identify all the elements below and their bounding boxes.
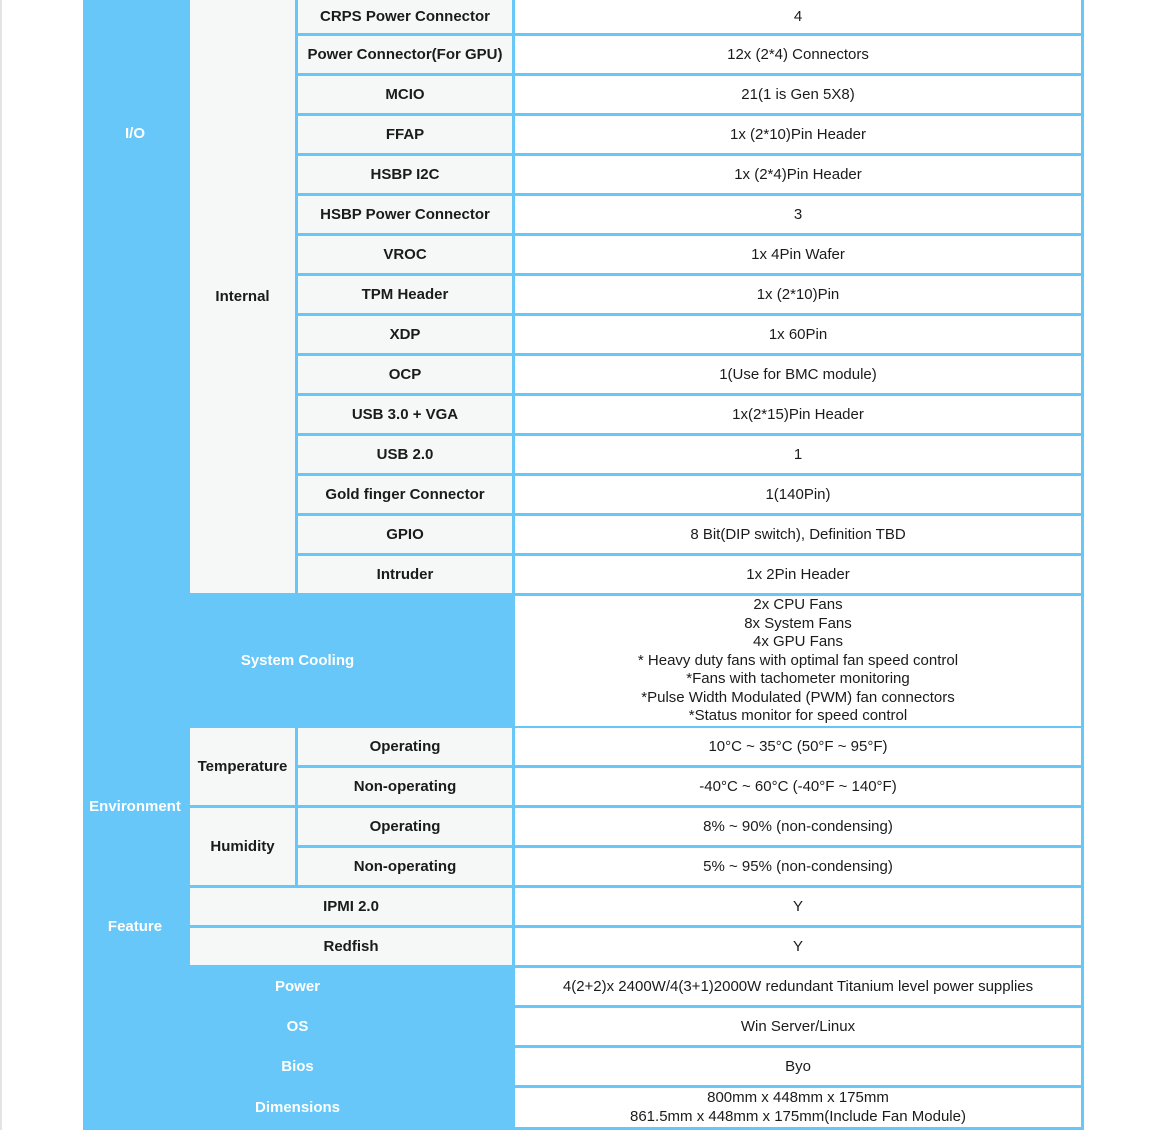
spec-row-label: GPIO: [298, 516, 512, 553]
spec-row-value: 1x (2*10)Pin Header: [515, 116, 1081, 153]
category-bios: Bios: [83, 1048, 512, 1085]
spec-row-value: 4: [515, 0, 1081, 33]
power-value: 4(2+2)x 2400W/4(3+1)2000W redundant Titanium level power supplies: [515, 968, 1081, 1005]
spec-row-label: IPMI 2.0: [190, 888, 512, 925]
spec-row-value: 1x (2*4)Pin Header: [515, 156, 1081, 193]
cooling-line: 4x GPU Fans: [752, 633, 844, 650]
spec-row-value: 1(Use for BMC module): [515, 356, 1081, 393]
spec-row-value: 1x 4Pin Wafer: [515, 236, 1081, 273]
spec-row-value: 8 Bit(DIP switch), Definition TBD: [515, 516, 1081, 553]
category-os: OS: [83, 1008, 512, 1045]
section-environment: [83, 728, 1081, 885]
spec-row-label: HSBP I2C: [298, 156, 512, 193]
spec-row-label: Intruder: [298, 556, 512, 593]
spec-row-label: MCIO: [298, 76, 512, 113]
spec-row-value: 8% ~ 90% (non-condensing): [515, 808, 1081, 845]
spec-row-label: Non-operating: [298, 768, 512, 805]
spec-row-value: 1x (2*10)Pin: [515, 276, 1081, 313]
spec-row-value: Y: [515, 928, 1081, 965]
bios-value: Byo: [515, 1048, 1081, 1085]
os-value: Win Server/Linux: [515, 1008, 1081, 1045]
section-os: [83, 1008, 1081, 1045]
spec-row-label: OCP: [298, 356, 512, 393]
dimensions-line: 800mm x 448mm x 175mm: [707, 1089, 889, 1106]
category-system-cooling: System Cooling: [83, 596, 512, 726]
spec-row-label: Gold finger Connector: [298, 476, 512, 513]
cooling-line: *Status monitor for speed control: [688, 707, 908, 724]
spec-row-label: Operating: [298, 808, 512, 845]
category-environment: Environment: [83, 728, 187, 885]
section-system-cooling: [83, 596, 1081, 725]
section-feature: [83, 888, 1081, 965]
category-power: Power: [83, 968, 512, 1005]
spec-row-value: 21(1 is Gen 5X8): [515, 76, 1081, 113]
spec-table: [83, 0, 1084, 1130]
spec-row-label: Redfish: [190, 928, 512, 965]
category-io: I/O: [83, 0, 187, 593]
spec-row-label: Operating: [298, 728, 512, 765]
subcategory-internal: Internal: [190, 0, 295, 593]
cooling-line: * Heavy duty fans with optimal fan speed control: [637, 651, 959, 669]
spec-row-label: FFAP: [298, 116, 512, 153]
spec-row-label: USB 3.0 + VGA: [298, 396, 512, 433]
dimensions-value: [515, 1088, 1081, 1127]
spec-row-value: 1x(2*15)Pin Header: [515, 396, 1081, 433]
category-feature: Feature: [83, 888, 187, 965]
category-dimensions: Dimensions: [83, 1088, 512, 1127]
spec-row-value: Y: [515, 888, 1081, 925]
spec-row-value: 1: [515, 436, 1081, 473]
spec-row-label: TPM Header: [298, 276, 512, 313]
section-dimensions: [83, 1088, 1081, 1127]
spec-row-label: XDP: [298, 316, 512, 353]
cooling-line: *Fans with tachometer monitoring: [686, 670, 910, 687]
spec-row-label: CRPS Power Connector: [298, 0, 512, 33]
cooling-line: *Pulse Width Modulated (PWM) fan connectors: [641, 688, 955, 706]
spec-row-label: Power Connector(For GPU): [298, 36, 512, 73]
spec-row-value: 1x 2Pin Header: [515, 556, 1081, 593]
spec-row-label: Non-operating: [298, 848, 512, 885]
spec-row-label: USB 2.0: [298, 436, 512, 473]
cooling-line: 8x System Fans: [744, 614, 852, 632]
spec-row-value: 1x 60Pin: [515, 316, 1081, 353]
cooling-line: 2x CPU Fans: [753, 596, 843, 613]
spec-row-value: 5% ~ 95% (non-condensing): [515, 848, 1081, 885]
section-bios: [83, 1048, 1081, 1085]
spec-row-value: 12x (2*4) Connectors: [515, 36, 1081, 73]
system-cooling-value: [515, 596, 1081, 726]
section-power: [83, 968, 1081, 1005]
spec-row-label: HSBP Power Connector: [298, 196, 512, 233]
subcategory-humidity: Humidity: [190, 808, 295, 885]
section-io: [83, 0, 1081, 593]
spec-row-value: -40°C ~ 60°C (-40°F ~ 140°F): [515, 768, 1081, 805]
subcategory-temperature: Temperature: [190, 728, 295, 805]
spec-row-value: 10°C ~ 35°C (50°F ~ 95°F): [515, 728, 1081, 765]
page-edge-line: [0, 0, 2, 1130]
spec-row-value: 1(140Pin): [515, 476, 1081, 513]
spec-row-label: VROC: [298, 236, 512, 273]
spec-row-value: 3: [515, 196, 1081, 233]
dimensions-line: 861.5mm x 448mm x 175mm(Include Fan Module): [630, 1107, 966, 1125]
